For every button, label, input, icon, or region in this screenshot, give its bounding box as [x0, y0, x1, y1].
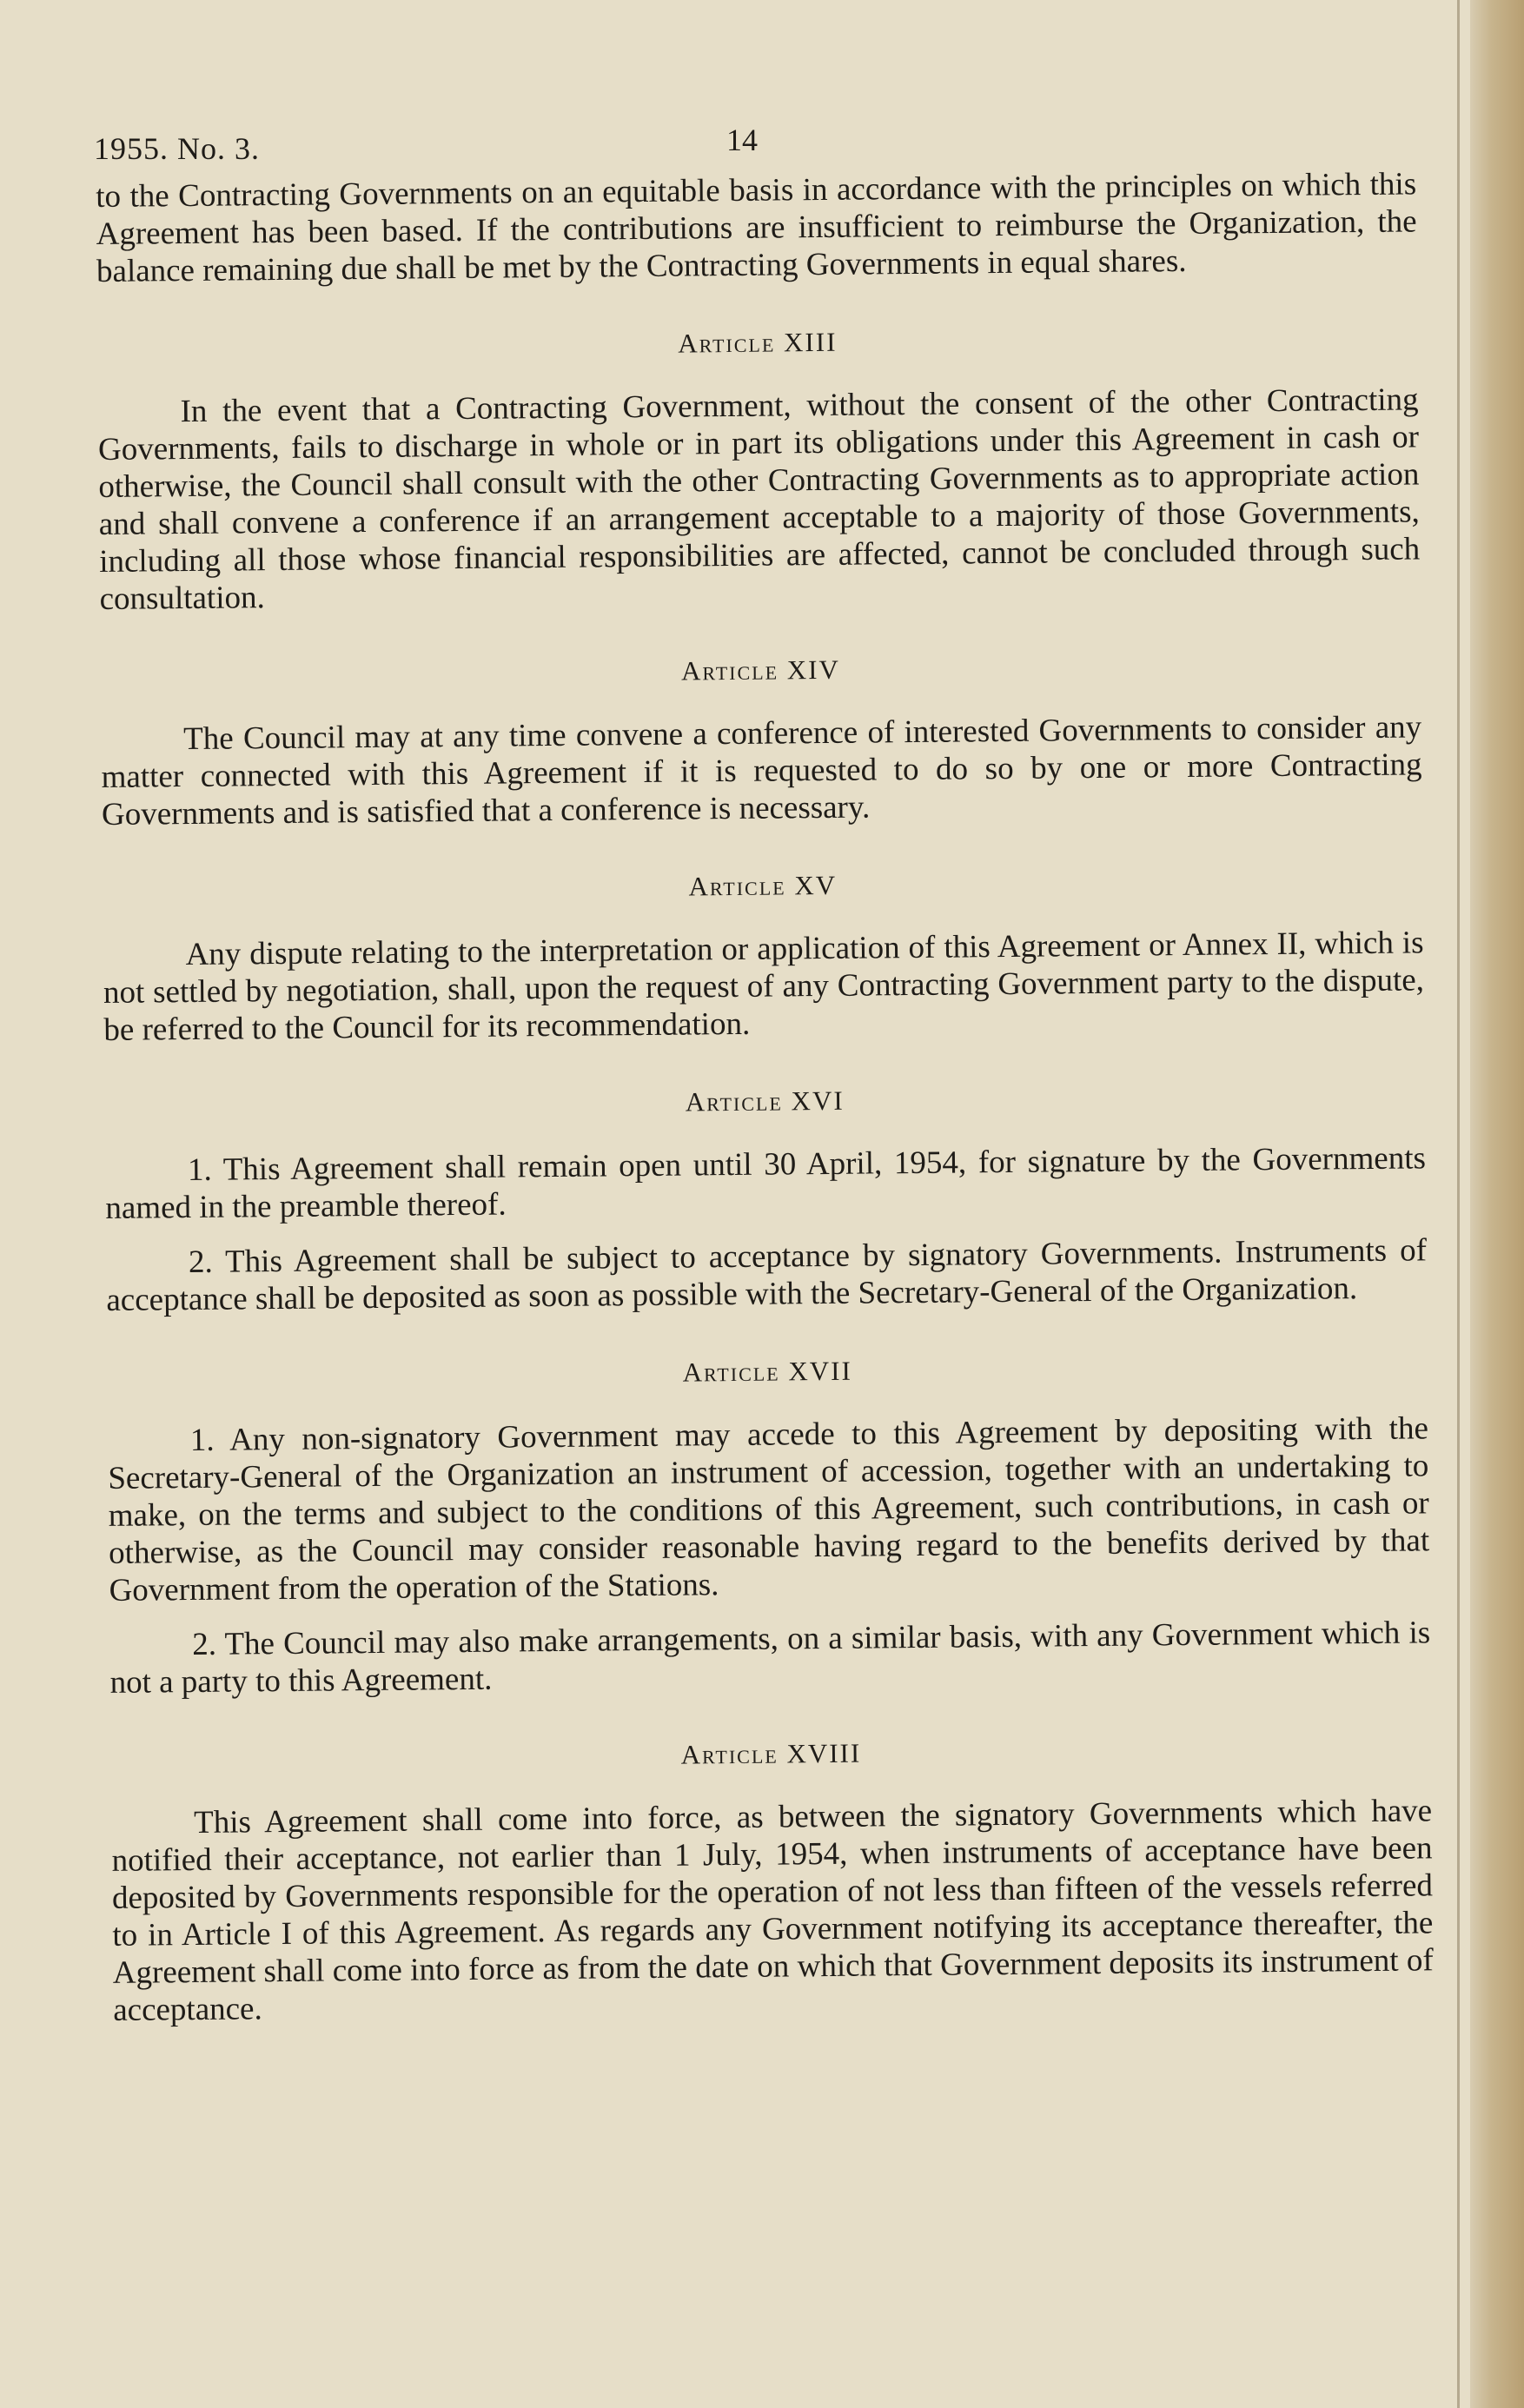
article-paragraph: 1. Any non-signatory Government may accede to this Agreement by depositing with the Secretary-General of the Organization an instrument of accession, together with an undertaking to make, on the terms and subject to the conditions of this Agreement, such contributions, in cash or otherwise, as the Council may consider reasonable having regard to the benefits derived by that Government from the operation of the Stations. [108, 1410, 1430, 1609]
article-paragraph: 1. This Agreement shall remain open until 30 April, 1954, for signature by the Governments named in the preamble thereof. [105, 1140, 1427, 1226]
article-xv [103, 860, 1425, 1049]
intro-paragraph: to the Contracting Governments on an equitable basis in accordance with the principles on which this Agreement has been based. If the contributions are insufficient to reimburse the Organization, the balance remaining due shall be met by the Contracting Governments in equal shares. [96, 166, 1417, 289]
article-heading: Article XIII [678, 326, 838, 359]
article-paragraph: 2. The Council may also make arrangements, on a similar basis, with any Government which is not a party to this Agreement. [109, 1615, 1431, 1701]
article-heading: Article XIV [680, 653, 841, 687]
article-xiv [100, 645, 1422, 833]
article-paragraph: The Council may at any time convene a conference of interested Governments to consider any matter connected with this Agreement if it is requested to do so by one or more Contracting Governments and is satisfied that a conference is necessary. [101, 709, 1422, 833]
article-heading: Article XVI [685, 1085, 845, 1118]
article-heading: Article XV [688, 869, 838, 902]
article-heading: Article XVIII [680, 1737, 862, 1770]
page-number: 14 [726, 123, 758, 157]
article-paragraph: Any dispute relating to the interpretation or application of this Agreement or Annex II, which is not settled by negotiation, shall, upon the request of any Contracting Government party to the dispute, be referred to the Council for its recommendation. [103, 925, 1425, 1048]
article-paragraph: This Agreement shall come into force, as between the signatory Governments which have notified their acceptance, not earlier than 1 July, 1954, when instruments of acceptance have been deposited by Governments responsible for the operation of not less than fifteen of the vessels referred to in Article I of this Agreement. As regards any Government notifying its acceptance thereafter, the Agreement shall come into force as from the date on which that Government deposits its instrument of acceptance. [111, 1793, 1434, 2028]
article-xvii [107, 1346, 1431, 1702]
article-xvi [104, 1076, 1427, 1319]
article-paragraph: 2. This Agreement shall be subject to acceptance by signatory Governments. Instruments of acceptance shall be deposited as soon as possible with the Secretary-General of the Organization. [106, 1232, 1428, 1318]
page-edge [1470, 0, 1524, 2408]
article-xiii [97, 317, 1421, 618]
article-heading: Article XVII [682, 1355, 852, 1388]
document-body [96, 165, 1434, 2028]
article-xviii [110, 1728, 1434, 2029]
series-number: 1955. No. 3. [94, 131, 260, 166]
page-fold-line [1457, 0, 1460, 2408]
article-paragraph: In the event that a Contracting Government, without the consent of the other Contracting Governments, fails to discharge in whole or in part its obligations under this Agreement in cash or otherwise, the Council shall consult with the other Contracting Governments as to appropriate action and shall convene a conference if an arrangement acceptable to a majority of those Governments, including all those whose financial responsibilities are affected, cannot be concluded through such consultation. [97, 381, 1421, 617]
